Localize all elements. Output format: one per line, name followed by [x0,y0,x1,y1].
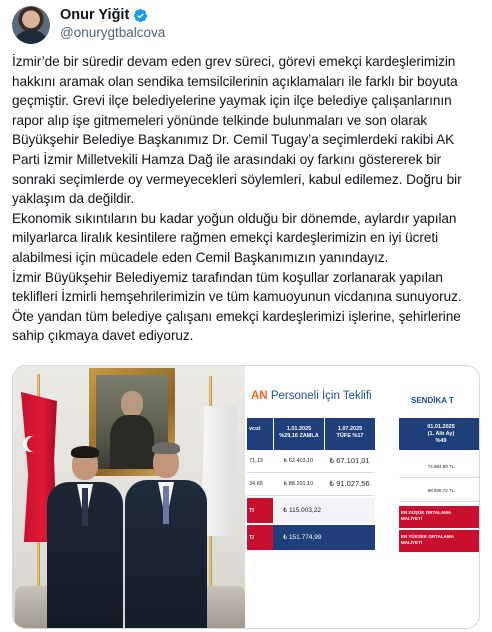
total-value: ₺ 115.003,22 [273,498,375,523]
union-table [397,366,479,628]
avatar-suit [16,30,46,44]
table-row [247,450,375,473]
total-label: TI [247,525,273,550]
table-cell: ₺ 62.403,10 [283,458,314,464]
table-cell: 71,13 [249,458,263,464]
table-cell: ₺ 91.027,56 [329,479,370,488]
tweet-paragraph: İzmir Büyükşehir Belediyemiz tarafından tüm koşullar zorlanarak yapılan teklifleri İzmirli hemşehrilerimizin ve tüm kamuoyunun vicdanına sunuyoruz. Öte yandan tüm belediye çalışanı emekçi kardeşlerimizi işlerine, şehirlerine sahip çıkmaya davet ediyoruz. [12,269,462,344]
tweet-paragraph: İzmir’de bir süredir devam eden grev süreci, görevi emekçi kardeşlerimizin hakkını aramak olan sendika temsilcilerinin açıklamaları ile farklı bir boyuta geçmiştir. Grevi ilçe belediyelerine yaymak için ilçe belediye çalışanlarının rapor alıp işe gitmemeleri yönünde telkinde bulunmaları ve son olarak Büyükşehir Belediye Başkanımız Dr. Cemil Tugay’a seçimlerdeki rakibi AK Parti İzmir Milletvekili Hamza Dağ ile arasındaki oy farkını göstererek bir sonraki seçimlerde oy vermeyecekleri söylemleri, kabul edilemez. Doğru bir yaklaşım da değildir. [12,54,462,207]
doc-title-rest: Personeli İçin Teklifi [267,390,372,402]
table-cell: 34,65 [249,481,263,487]
author-display-name[interactable]: Onur Yiğit [60,7,130,23]
author-name-row [60,7,148,23]
tweet-paragraph: Ekonomik sıkıntıların bu kadar yoğun olduğu bir dönemde, aylardır yapılan milyarlarca liralık kesintilere rağmen emekçi kardeşlerimizin en iyi ücreti alabilmesi için mücadele eden Cemil Başkanımızın yanındayız. [12,210,457,265]
union-table-row: 98.608,72 TL [399,480,479,502]
media-photo-offer-table[interactable] [247,366,479,628]
table-header-cell: 1.01.2025 %29,16 ZAMLA [273,418,324,450]
tweet-header [12,4,480,44]
table-cell: ₺ 88.201,10 [283,481,314,487]
total-value: ₺ 151.774,99 [273,525,375,550]
table-header-row [247,418,375,450]
author-avatar[interactable] [12,6,50,44]
media-photo-meeting[interactable] [13,366,245,628]
flag-crescent-icon [27,436,43,452]
table-cell: ₺ 67.101,01 [329,456,370,465]
verified-badge-icon [133,8,148,23]
doc-title-prefix: AN [251,390,268,402]
table-header-cell: vcut [249,426,261,432]
table-header-cell: 1.07.2025 TÜFE %17 [324,418,375,450]
union-table-title: SENDİKA T [411,396,454,405]
tweet-media[interactable] [12,365,480,629]
union-table-red-row: EN YÜKSEK ORTALAMA MALİYETİ [399,530,479,552]
union-table-header: 01.01.2025 (1. Altı Ay) %49 [399,418,479,450]
total-label: TI [247,498,273,523]
offer-table [247,418,375,550]
table-total-row [247,525,375,550]
tweet-text [12,52,484,346]
table-total-row [247,498,375,523]
doc-title [251,390,372,402]
union-table-row: 74.994,69 TL [399,456,479,478]
union-table-red-row: EN DÜŞÜK ORTALAMA MALİYETİ [399,506,479,528]
author-handle[interactable]: @onurygtbalcova [60,25,166,40]
table-row [247,473,375,496]
